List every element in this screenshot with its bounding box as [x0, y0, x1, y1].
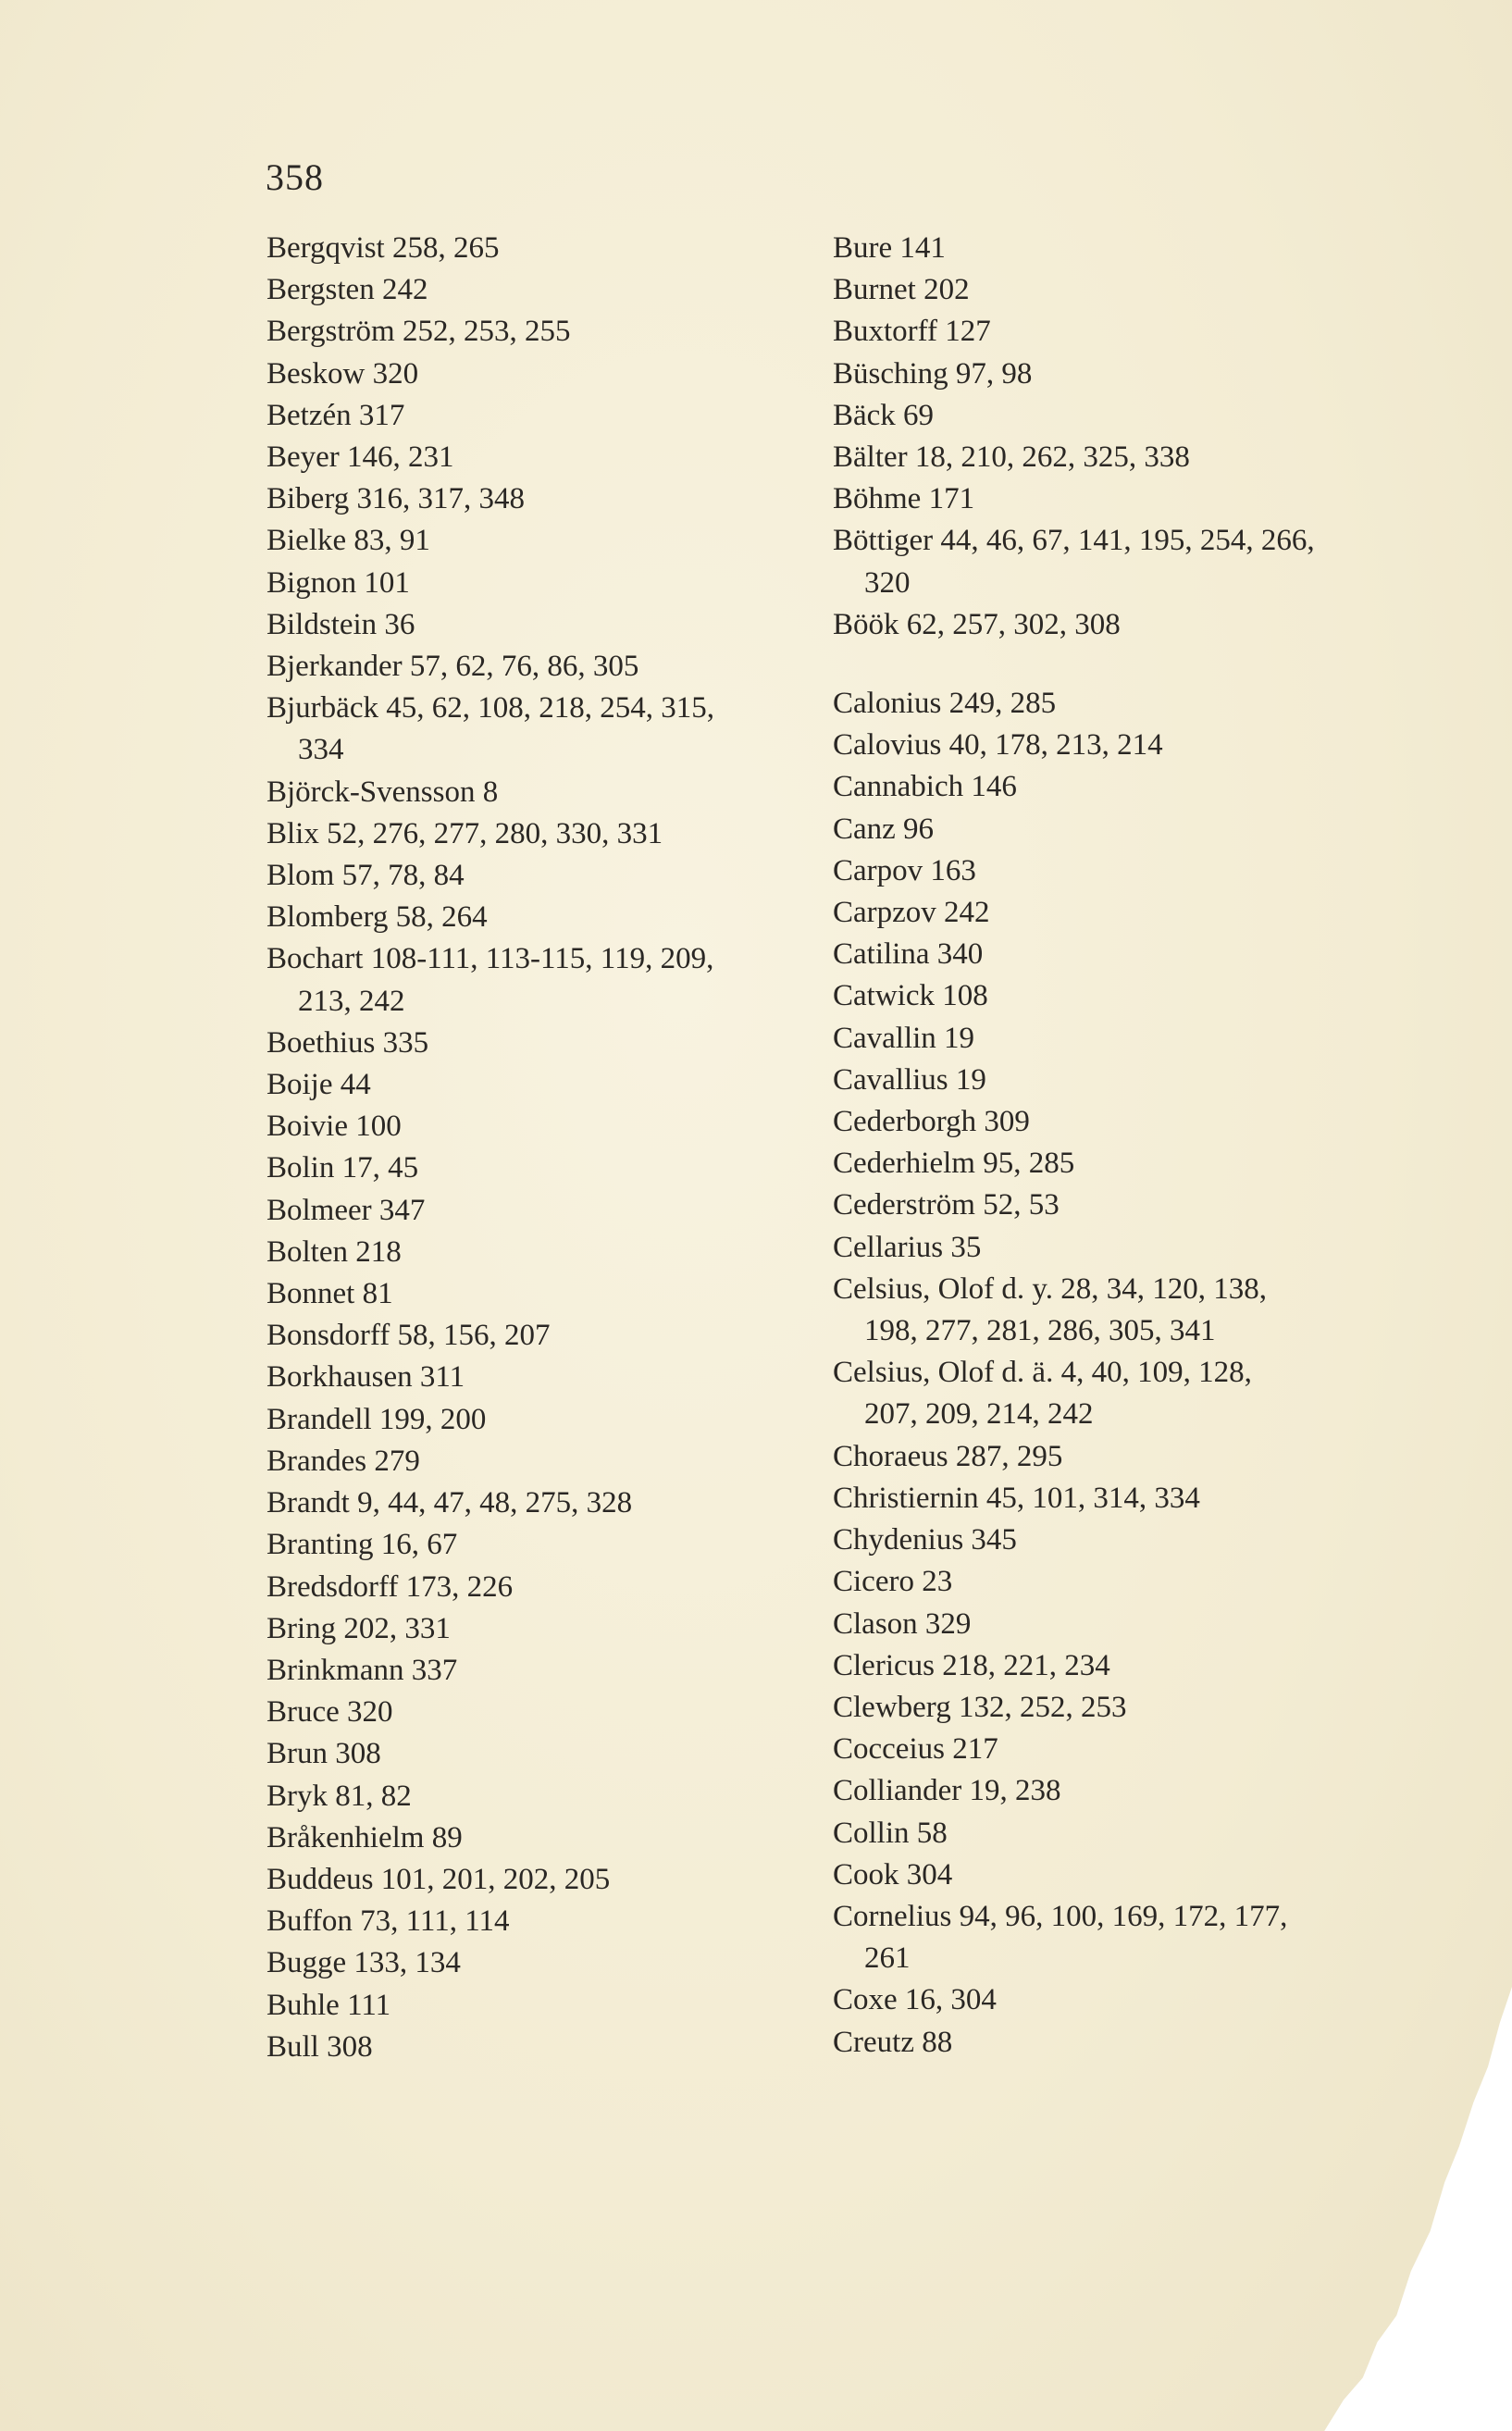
index-entry: Carpzov 242	[833, 896, 990, 930]
index-entry: Borkhausen 311	[266, 1360, 465, 1395]
index-entry: Celsius, Olof d. ä. 4, 40, 109, 128,	[833, 1356, 1252, 1390]
index-entry: Clewberg 132, 252, 253	[833, 1690, 1127, 1724]
index-entry: Biberg 316, 317, 348	[266, 482, 525, 516]
index-entry: Creutz 88	[833, 2025, 953, 2059]
index-column-left	[266, 228, 822, 2068]
index-entry: Cook 304	[833, 1857, 953, 1891]
index-entry: Bjerkander 57, 62, 76, 86, 305	[266, 650, 639, 684]
index-entry: Carpov 163	[833, 853, 976, 887]
index-entry: Buddeus 101, 201, 202, 205	[266, 1862, 611, 1896]
index-entry: Böttiger 44, 46, 67, 141, 195, 254, 266,	[833, 524, 1315, 558]
index-column-right	[833, 228, 1388, 2064]
index-entry-continuation: 213, 242	[298, 984, 405, 1018]
index-entry: Catwick 108	[833, 979, 988, 1013]
index-entry: Bolten 218	[266, 1234, 402, 1269]
index-entry: Bure 141	[833, 231, 946, 265]
index-entry: Bjurbäck 45, 62, 108, 218, 254, 315,	[266, 691, 714, 726]
index-entry: Bälter 18, 210, 262, 325, 338	[833, 440, 1190, 475]
index-entry: Büsching 97, 98	[833, 356, 1033, 391]
index-entry: Blix 52, 276, 277, 280, 330, 331	[266, 816, 663, 850]
index-entry: Bielke 83, 91	[266, 524, 430, 558]
index-entry: Bolmeer 347	[266, 1193, 426, 1227]
index-entry: Bildstein 36	[266, 607, 415, 641]
index-entry-continuation: 261	[864, 1941, 911, 1976]
index-entry: Bergström 252, 253, 255	[266, 315, 571, 349]
index-entry: Chydenius 345	[833, 1523, 1017, 1557]
index-entry: Cederhielm 95, 285	[833, 1147, 1075, 1181]
index-entry: Bonsdorff 58, 156, 207	[266, 1319, 551, 1353]
index-entry: Blomberg 58, 264	[266, 900, 488, 935]
index-entry: Cicero 23	[833, 1565, 953, 1599]
index-entry: Beyer 146, 231	[266, 440, 454, 475]
index-entry: Cornelius 94, 96, 100, 169, 172, 177,	[833, 1899, 1288, 1933]
index-entry: Bråkenhielm 89	[266, 1820, 463, 1854]
index-entry: Cocceius 217	[833, 1732, 998, 1767]
index-entry: Brun 308	[266, 1737, 381, 1771]
index-entry: Clericus 218, 221, 234	[833, 1648, 1110, 1682]
index-entry: Calonius 249, 285	[833, 687, 1057, 721]
index-entry: Bonnet 81	[266, 1277, 393, 1311]
index-entry: Calovius 40, 178, 213, 214	[833, 728, 1163, 763]
index-entry: Böök 62, 257, 302, 308	[833, 607, 1121, 641]
index-entry: Bignon 101	[266, 565, 410, 600]
index-entry: Cavallin 19	[833, 1021, 975, 1055]
index-entry: Brandt 9, 44, 47, 48, 275, 328	[266, 1486, 633, 1520]
index-entry: Colliander 19, 238	[833, 1774, 1061, 1808]
page-number: 358	[266, 156, 324, 198]
index-entry: Clason 329	[833, 1606, 972, 1641]
index-entry: Bryk 81, 82	[266, 1779, 412, 1813]
index-entry: Betzén 317	[266, 398, 405, 432]
index-entry: Blom 57, 78, 84	[266, 859, 465, 893]
index-entry: Coxe 16, 304	[833, 1983, 997, 2017]
index-entry: Bruce 320	[266, 1695, 393, 1730]
index-entry: Canz 96	[833, 812, 935, 846]
index-entry: Bredsdorff 173, 226	[266, 1569, 514, 1604]
index-entry: Bäck 69	[833, 398, 935, 432]
index-entry: Brinkmann 337	[266, 1653, 458, 1687]
index-entry-continuation: 334	[298, 733, 344, 767]
index-entry: Cavallius 19	[833, 1062, 986, 1097]
index-entry: Burnet 202	[833, 273, 970, 307]
index-entry: Cellarius 35	[833, 1230, 982, 1264]
index-entry-continuation: 320	[864, 565, 911, 600]
index-entry: Boivie 100	[266, 1110, 402, 1144]
index-entry: Cederström 52, 53	[833, 1188, 1060, 1222]
index-entry: Buhle 111	[266, 1988, 391, 2022]
index-entry: Boethius 335	[266, 1025, 429, 1060]
index-entry: Brandell 199, 200	[266, 1402, 487, 1436]
index-entry: Catilina 340	[833, 937, 984, 972]
index-entry: Bull 308	[266, 2029, 373, 2064]
index-entry: Celsius, Olof d. y. 28, 34, 120, 138,	[833, 1271, 1268, 1306]
index-entry-continuation: 198, 277, 281, 286, 305, 341	[864, 1314, 1216, 1348]
index-entry: Bochart 108-111, 113-115, 119, 209,	[266, 942, 714, 976]
index-entry: Collin 58	[833, 1816, 948, 1850]
index-entry: Björck-Svensson 8	[266, 775, 499, 809]
index-entry: Bolin 17, 45	[266, 1151, 419, 1185]
index-entry: Cederborgh 309	[833, 1105, 1030, 1139]
index-entry: Boije 44	[266, 1068, 371, 1102]
index-entry: Choraeus 287, 295	[833, 1439, 1063, 1473]
index-entry: Bring 202, 331	[266, 1611, 451, 1645]
index-entry: Branting 16, 67	[266, 1528, 458, 1562]
index-entry: Brandes 279	[266, 1444, 420, 1478]
index-entry: Cannabich 146	[833, 770, 1017, 804]
index-entry: Christiernin 45, 101, 314, 334	[833, 1481, 1200, 1515]
index-entry: Böhme 171	[833, 482, 975, 516]
index-entry: Buxtorff 127	[833, 315, 991, 349]
index-entry: Beskow 320	[266, 356, 419, 391]
index-entry: Bugge 133, 134	[266, 1946, 461, 1980]
index-entry: Buffon 73, 111, 114	[266, 1904, 510, 1939]
index-entry-continuation: 207, 209, 214, 242	[864, 1397, 1094, 1432]
index-entry: Bergqvist 258, 265	[266, 231, 500, 265]
index-entry: Bergsten 242	[266, 273, 428, 307]
